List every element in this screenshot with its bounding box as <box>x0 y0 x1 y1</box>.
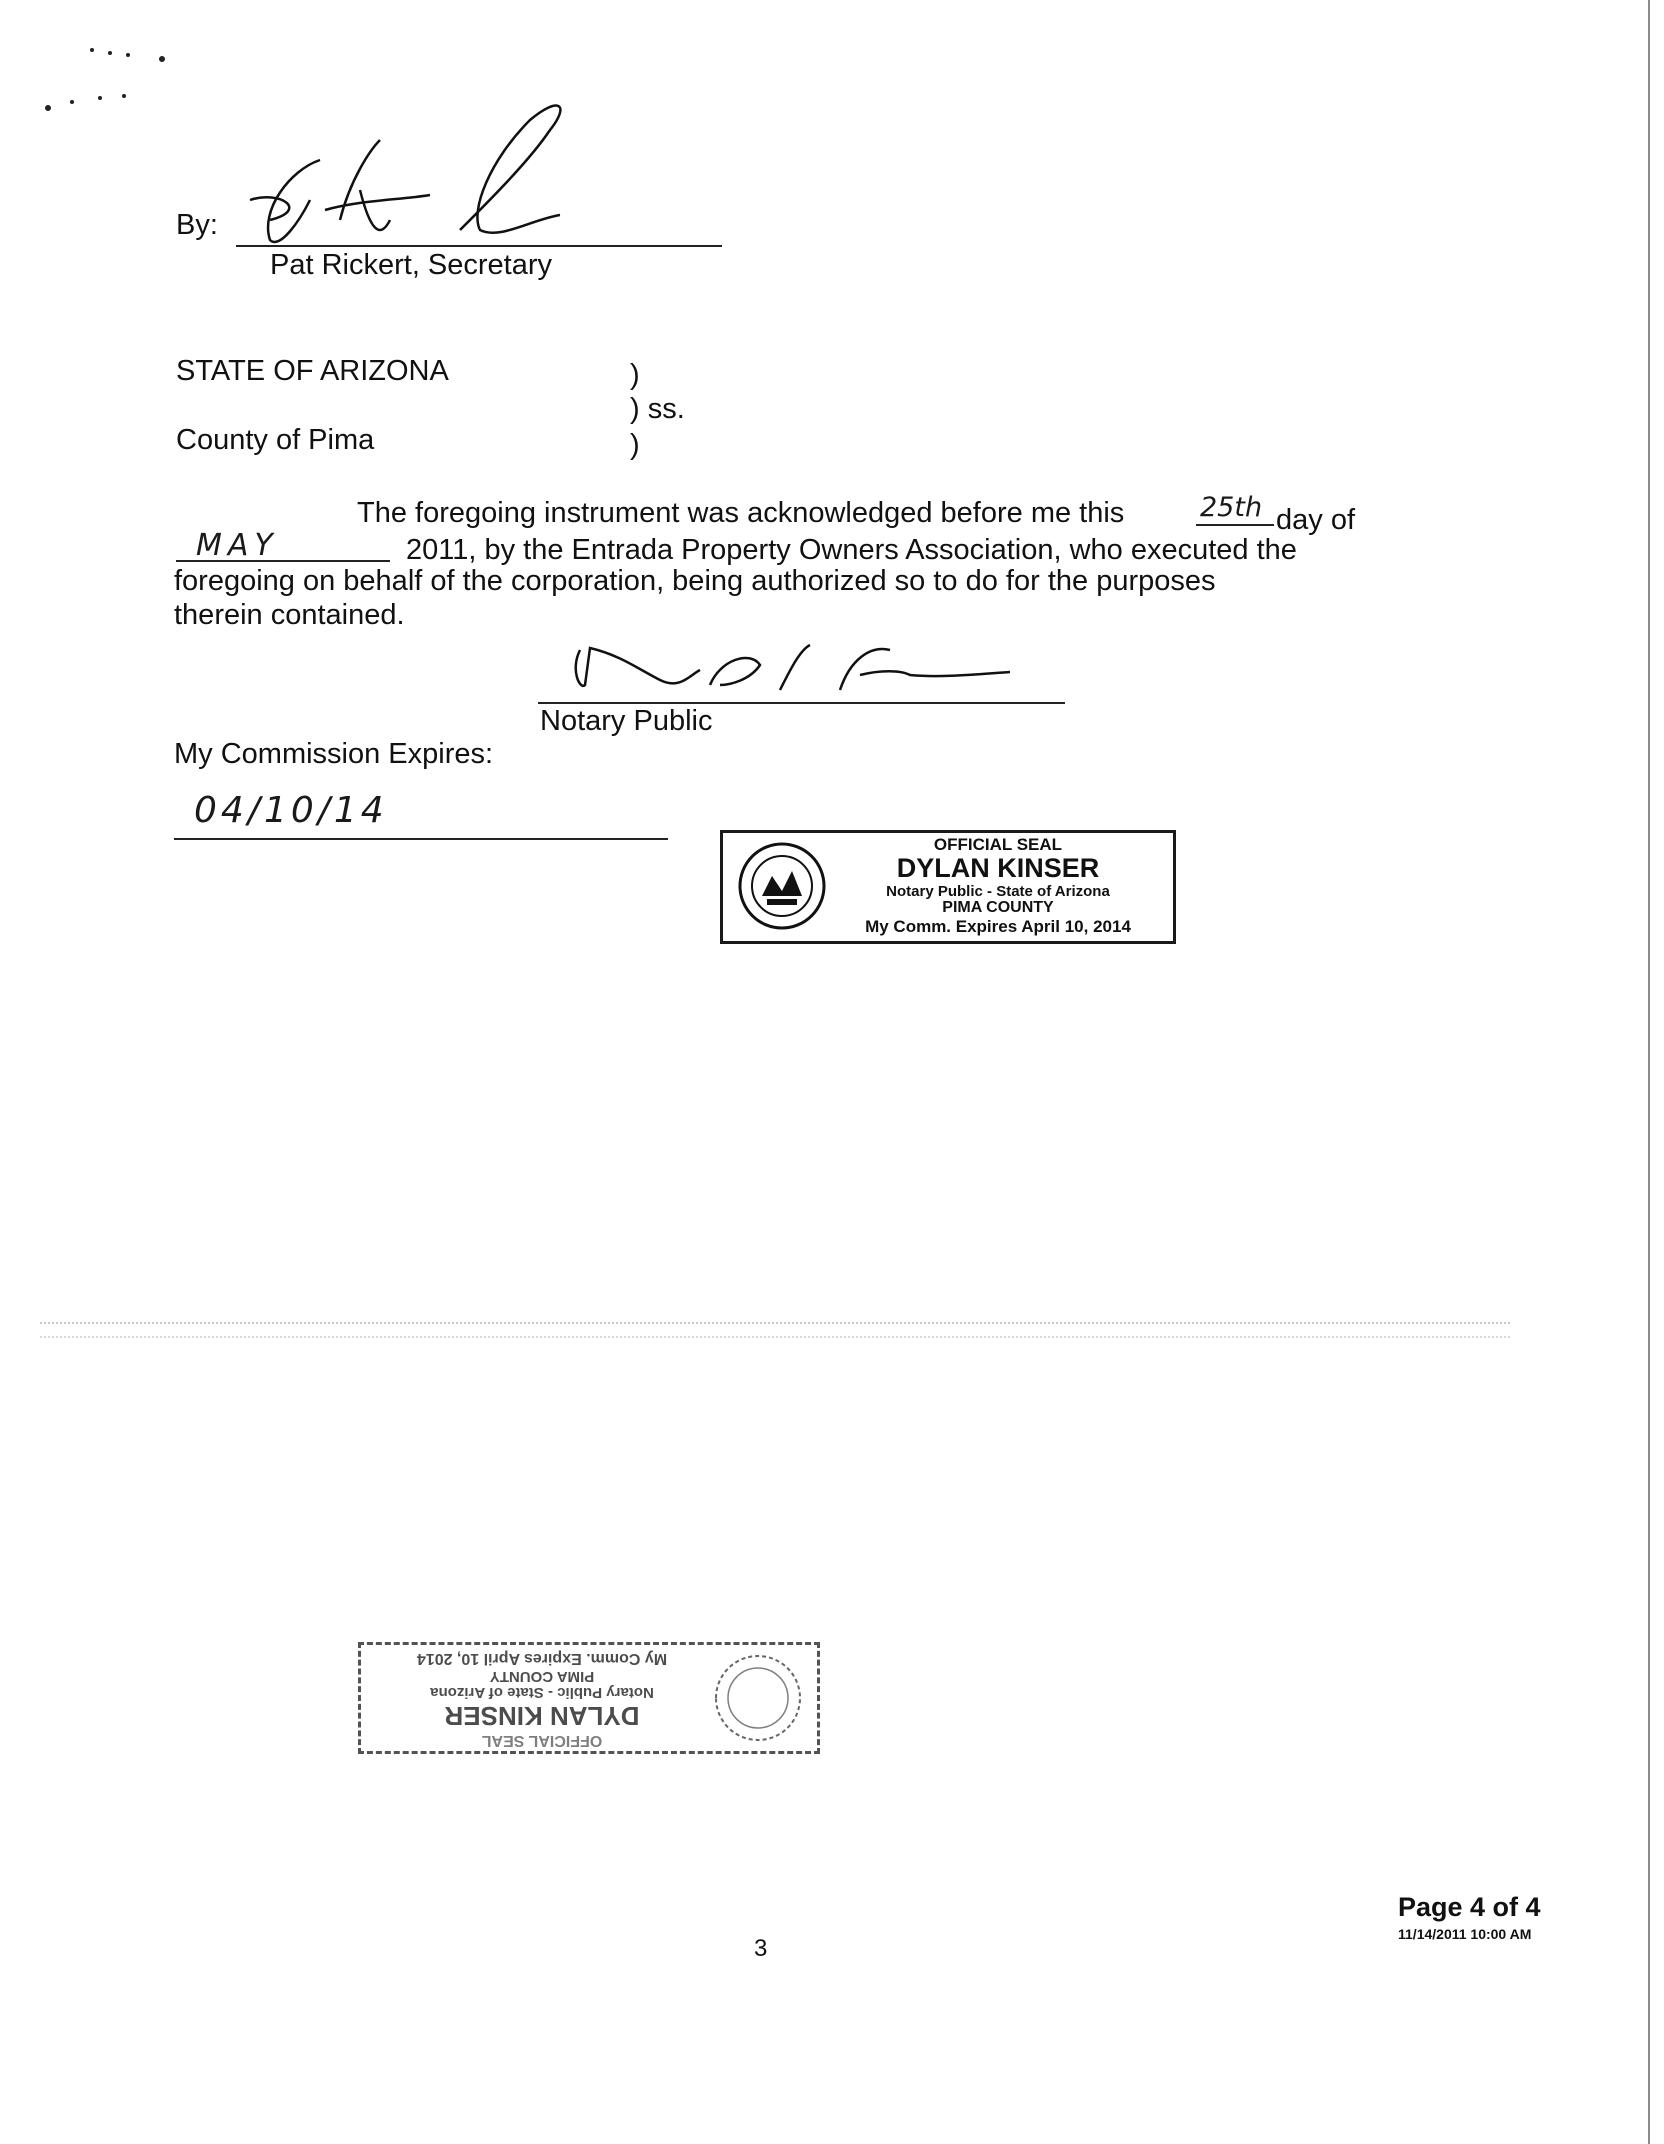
venue-paren-1: ) <box>630 359 640 391</box>
mirror-seal-line-1: OFFICIAL SEAL <box>481 1732 603 1749</box>
page-number: 3 <box>754 1935 768 1962</box>
notary-seal-stamp <box>720 830 1176 944</box>
commission-date-line <box>174 838 668 840</box>
seal-line-2: DYLAN KINSER <box>896 853 1100 883</box>
mirror-seal-line-5: My Comm. Expires April 10, 2014 <box>416 1650 668 1667</box>
bleed-through-row <box>40 1322 1510 1334</box>
ack-line-2: 2011, by the Entrada Property Owners Association, who executed the <box>406 534 1297 566</box>
mirrored-seal-stamp <box>358 1642 820 1754</box>
ack-month-handwritten: MAY <box>196 528 279 563</box>
bleed-through-row-2 <box>40 1336 1510 1338</box>
month-blank-line <box>176 560 390 562</box>
commission-date: 04/10/14 <box>194 790 388 831</box>
mirror-seal-line-4: PIMA COUNTY <box>489 1668 595 1685</box>
seal-line-3: Notary Public - State of Arizona <box>886 883 1110 900</box>
page-timestamp: 11/14/2011 10:00 AM <box>1398 1926 1532 1942</box>
day-blank-line <box>1196 524 1274 526</box>
scan-specks <box>40 40 180 120</box>
notary-public-label: Notary Public <box>540 705 713 737</box>
ack-line-4: therein contained. <box>174 599 405 631</box>
ack-line-1: The foregoing instrument was acknowledged before me this <box>357 497 1125 529</box>
ack-day-handwritten: 25th <box>1200 492 1263 523</box>
notary-signature <box>560 630 1020 710</box>
state-label: STATE OF ARIZONA <box>176 355 449 387</box>
page-edge-line <box>1648 0 1650 2144</box>
secretary-signature <box>230 100 590 250</box>
seal-line-5: My Comm. Expires April 10, 2014 <box>865 917 1131 936</box>
arizona-seal-emblem-mirrored <box>713 1653 803 1743</box>
seal-line-1: OFFICIAL SEAL <box>933 835 1063 854</box>
signer-title: Pat Rickert, Secretary <box>270 249 553 281</box>
seal-line-4: PIMA COUNTY <box>942 899 1054 916</box>
signature-line <box>236 245 722 247</box>
by-label: By: <box>176 209 218 241</box>
ack-day-suffix: day of <box>1276 504 1355 536</box>
venue-ss: ) ss. <box>630 393 685 425</box>
county-label: County of Pima <box>176 424 375 456</box>
mirror-seal-line-2: DYLAN KINSER <box>444 1701 640 1731</box>
arizona-seal-emblem <box>737 841 827 931</box>
commission-expires-label: My Commission Expires: <box>174 738 494 770</box>
venue-paren-3: ) <box>630 429 640 461</box>
ack-line-3: foregoing on behalf of the corporation, being authorized so to do for the purposes <box>174 565 1216 597</box>
page-of-label: Page 4 of 4 <box>1398 1892 1541 1922</box>
mirror-seal-line-3: Notary Public - State of Arizona <box>430 1684 654 1701</box>
